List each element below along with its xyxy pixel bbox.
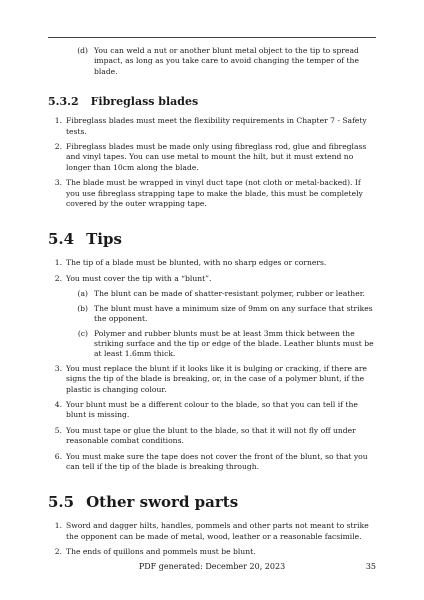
section-title: Tips: [86, 230, 122, 249]
list-item: [48, 426, 376, 447]
page-number: 35: [365, 562, 376, 571]
list-item-text: Fibreglass blades must be made only using fibreglass rod, glue and fibreglass and vinyl tapes. You can use metal to mount the hilt, but it must extend no longer than 10cm along the blade.: [66, 142, 367, 172]
pdf-generated-date: PDF generated: December 20, 2023: [138, 562, 286, 571]
list-item-text: The ends of quillons and pommels must be blunt.: [66, 547, 256, 557]
list-item-text: Sword and dagger hilts, handles, pommels and other parts not meant to strike the opponent can be made of metal, wood, leather or a reasonable facsimile.: [66, 521, 369, 541]
page-content: [48, 46, 376, 563]
section-number: 5.5: [48, 493, 75, 512]
list-item-number: 1.: [54, 116, 62, 126]
list-item-number: (b): [77, 303, 88, 313]
list-item-text: Your blunt must be a different colour to the blade, so that you can tell if the blunt is missing.: [66, 399, 358, 420]
list-item: [48, 521, 376, 542]
subsection-heading: [48, 95, 376, 108]
section-heading: [48, 494, 376, 511]
list-item-text: You must make sure the tape does not cover the front of the blunt, so that you can tell if the tip of the blade is breaking through.: [66, 451, 368, 471]
list-item-number: 2.: [54, 273, 62, 283]
list-item: [48, 178, 376, 209]
list-item: [48, 274, 376, 284]
list-item-text: You must cover the tip with a “blunt”.: [66, 273, 212, 283]
list-item-text: You must tape or glue the blunt to the blade, so that it will not fly off under reasonable combat conditions.: [66, 425, 356, 446]
section-title: Other sword parts: [86, 493, 239, 512]
list-item-text: You must replace the blunt if it looks like it is bulging or cracking, if there are signs the tip of the blade is breaking, or, in the case of a polymer blunt, if the plastic is changing colour.: [66, 363, 368, 394]
list-item-number: 6.: [54, 451, 62, 461]
list-item-text: You can weld a nut or another blunt metal object to the tip to spread impact, as long as you take care to avoid changing the temper of the blade.: [94, 46, 359, 76]
list-item-number: 2.: [54, 547, 62, 557]
sub-list-item: [48, 329, 376, 360]
list-item: [48, 364, 376, 395]
sub-list-item: [48, 304, 376, 325]
list-item-text: The tip of a blade must be blunted, with no sharp edges or corners.: [66, 258, 327, 268]
subsection-number: 5.3.2: [48, 95, 79, 109]
sub-list-item: [48, 289, 376, 299]
list-item-text: Polymer and rubber blunts must be at least 3mm thick between the striking surface and the tip or edge of the blade. Leather blunts must be at least 1.6mm thick.: [94, 328, 374, 359]
header-rule: [48, 37, 376, 38]
page-footer: [48, 562, 376, 574]
section-number: 5.4: [48, 230, 75, 249]
list-item-number: (c): [77, 328, 88, 338]
list-item-number: 1.: [54, 521, 62, 531]
list-item: [48, 46, 376, 77]
list-item-number: 4.: [54, 399, 62, 409]
list-item-number: 3.: [54, 178, 62, 188]
list-item-text: The blunt can be made of shatter-resistant polymer, rubber or leather.: [94, 289, 365, 299]
list-item-text: The blade must be wrapped in vinyl duct tape (not cloth or metal-backed). If you use fibreglass strapping tape to make the blade, this must be completely covered by the outer wrapping tape.: [66, 178, 363, 209]
section-heading: [48, 231, 376, 248]
subsection-title: Fibreglass blades: [90, 95, 199, 109]
list-item: [48, 116, 376, 137]
list-item: [48, 142, 376, 173]
list-item-number: 1.: [54, 258, 62, 268]
list-item: [48, 547, 376, 557]
list-item-text: The blunt must have a minimum size of 9mm on any surface that strikes the opponent.: [94, 303, 373, 324]
list-item-number: (a): [77, 289, 88, 299]
list-item-number: (d): [77, 46, 88, 55]
list-item-number: 5.: [54, 425, 62, 435]
list-item: [48, 400, 376, 421]
list-item-number: 3.: [54, 363, 62, 373]
list-item: [48, 258, 376, 268]
list-item-number: 2.: [54, 142, 62, 152]
list-item-text: Fibreglass blades must meet the flexibility requirements in Chapter 7 - Safety tests.: [66, 116, 367, 136]
list-item: [48, 452, 376, 473]
